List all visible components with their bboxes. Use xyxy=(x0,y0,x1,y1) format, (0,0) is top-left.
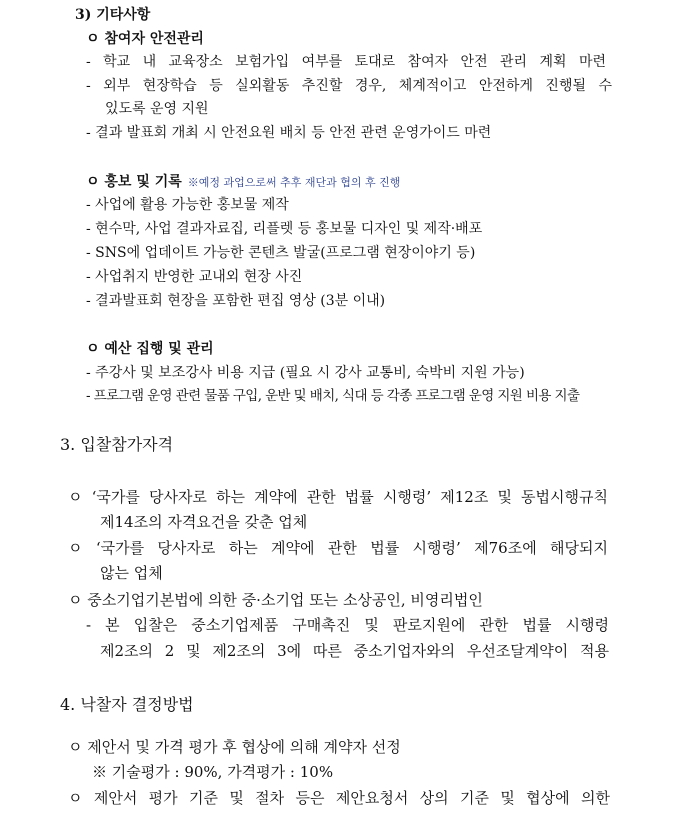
qualification-item-continued: 제14조의 자격요건을 갖춘 업체 xyxy=(100,513,308,531)
budget-item: - 프로그램 운영 관련 물품 구입, 운반 및 배치, 식대 등 각종 프로그램 운영 지원 비용 지출 xyxy=(86,388,580,404)
section-title-award: 4. 낙찰자 결정방법 xyxy=(60,695,194,714)
safety-heading: ㅇ 참여자 안전관리 xyxy=(86,31,204,47)
promo-item: - 결과발표회 현장을 포함한 편집 영상 (3분 이내) xyxy=(86,293,386,309)
safety-item-continued: 있도록 운영 지원 xyxy=(105,101,209,117)
qualification-item: ㅇ 중소기업기본법에 의한 중·소기업 또는 소상공인, 비영리법인 xyxy=(68,591,483,609)
award-item: ㅇ 제안서 평가 기준 및 절차 등은 제안요청서 상의 기준 및 협상에 의한 xyxy=(68,789,610,807)
qualification-subitem-continued: 제2조의 2 및 제2조의 3에 따른 중소기업자와의 우선조달계약이 적용 xyxy=(100,642,609,660)
promo-item: - 현수막, 사업 결과자료집, 리플렛 등 홍보물 디자인 및 제작·배포 xyxy=(86,221,483,237)
award-note: ※ 기술평가 : 90%, 가격평가 : 10% xyxy=(92,763,334,781)
promo-heading xyxy=(86,175,400,189)
section-title-qualification: 3. 입찰참가자격 xyxy=(60,435,174,454)
award-item: ㅇ 제안서 및 가격 평가 후 협상에 의해 계약자 선정 xyxy=(68,738,401,756)
safety-item: - 결과 발표회 개최 시 안전요원 배치 등 안전 관련 운영가이드 마련 xyxy=(86,125,492,141)
safety-item: - 외부 현장학습 등 실외활동 추진할 경우, 체계적이고 안전하게 진행될 수 xyxy=(86,78,612,94)
qualification-item-continued: 않는 업체 xyxy=(100,564,163,582)
promo-item: - 사업에 활용 가능한 홍보물 제작 xyxy=(86,197,289,213)
promo-item: - SNS에 업데이트 가능한 콘텐츠 발굴(프로그램 현장이야기 등) xyxy=(86,245,476,261)
promo-heading-text: ㅇ 홍보 및 기록 xyxy=(86,174,182,190)
budget-heading: ㅇ 예산 집행 및 관리 xyxy=(86,341,214,357)
section-title-other: 3) 기타사항 xyxy=(75,7,151,23)
qualification-subitem: - 본 입찰은 중소기업제품 구매촉진 및 판로지원에 관한 법률 시행령 xyxy=(86,616,609,634)
budget-item: - 주강사 및 보조강사 비용 지급 (필요 시 강사 교통비, 숙박비 지원 가능) xyxy=(86,365,525,381)
promo-note: ※예정 과업으로써 추후 재단과 협의 후 진행 xyxy=(187,176,401,189)
qualification-item: ㅇ ‘국가를 당사자로 하는 계약에 관한 법률 시행령’ 제76조에 해당되지 xyxy=(68,539,608,557)
safety-item: - 학교 내 교육장소 보험가입 여부를 토대로 참여자 안전 관리 계획 마련 xyxy=(86,54,606,70)
promo-item: - 사업취지 반영한 교내외 현장 사진 xyxy=(86,269,303,285)
qualification-item: ㅇ ‘국가를 당사자로 하는 계약에 관한 법률 시행령’ 제12조 및 동법시행규칙 xyxy=(68,488,608,506)
